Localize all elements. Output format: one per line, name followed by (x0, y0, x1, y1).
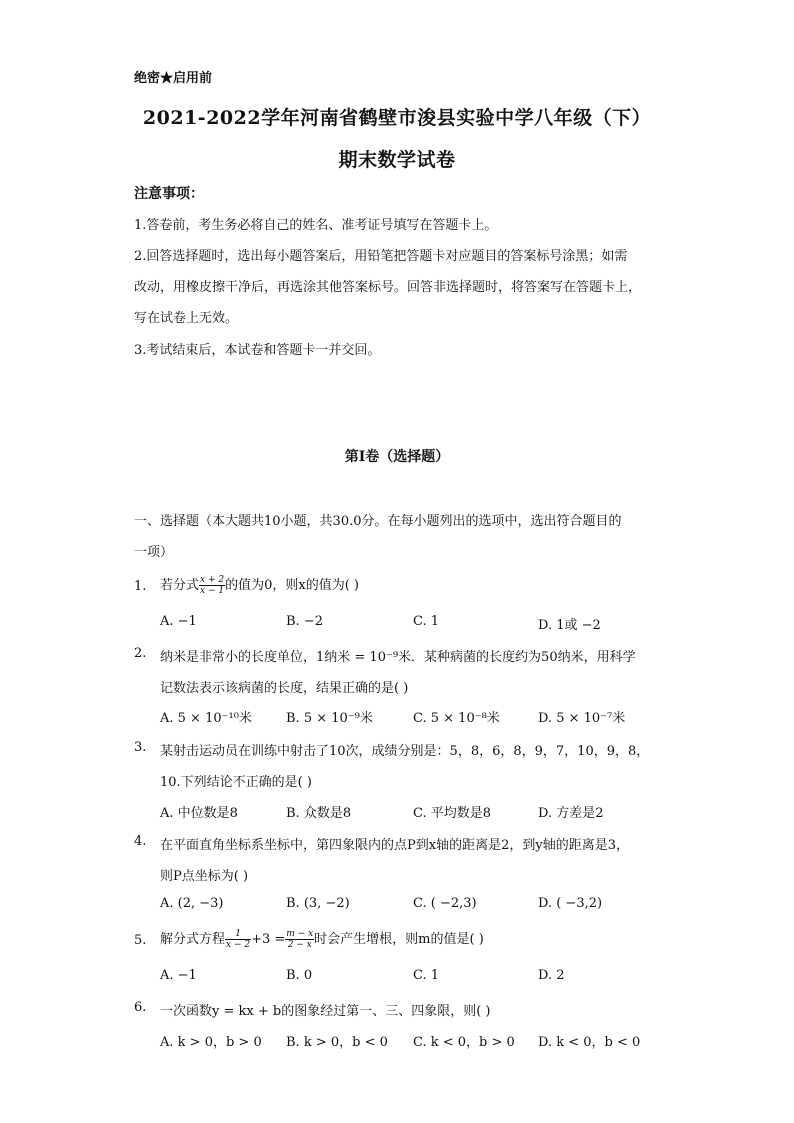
option-d: D. ( −3,2) (538, 896, 603, 911)
question-3-line1: 某射击运动员在训练中射击了10次，成绩分别是：5，8，6，8，9，7，10，9，8， (160, 744, 650, 759)
question-5-post: 时会产生增根，则m的值是( ) (314, 932, 484, 947)
question-2-line1: 纳米是非常小的长度单位，1纳米 = 10⁻⁹米．某种病菌的长度约为50纳米，用科学 (160, 650, 636, 665)
option-d: D. 2 (538, 968, 565, 983)
option-a: A. 中位数是8 (160, 806, 238, 821)
option-a: A. k > 0，b > 0 (160, 1035, 262, 1050)
option-c: C. k < 0，b > 0 (413, 1035, 515, 1050)
notice-item-2-line1: 2.回答选择题时，选出每小题答案后，用铅笔把答题卡对应题目的答案标号涂黑；如需 (134, 249, 628, 264)
option-c: C. 1 (413, 968, 440, 983)
fraction (285, 929, 314, 950)
question-3-line2: 10.下列结论不正确的是( ) (160, 775, 312, 790)
question-1-pre: 若分式 (160, 578, 200, 593)
part-title: 第I卷（选择题） (344, 449, 450, 465)
option-b: B. 0 (286, 968, 313, 983)
option-a: A. −1 (160, 968, 197, 983)
fraction-numerator: 1 (225, 929, 251, 940)
notice-item-3: 3.考试结束后，本试卷和答题卡一并交回。 (134, 343, 381, 358)
section-heading-line1: 一、选择题（本大题共10小题，共30.0分。在每小题列出的选项中，选出符合题目的 (134, 514, 622, 529)
notice-item-2-line2: 改动，用橡皮擦干净后，再选涂其他答案标号。回答非选择题时，将答案写在答题卡上， (134, 280, 642, 295)
fraction-numerator: x + 2 (200, 575, 225, 585)
question-4-line1: 在平面直角坐标系坐标中，第四象限内的点P到x轴的距离是2，到y轴的距离是3， (160, 838, 629, 853)
fraction-numerator: m − x (286, 929, 314, 939)
option-c: C. 1 (413, 614, 440, 629)
notice-item-1: 1.答卷前，考生务必将自己的姓名、准考证号填写在答题卡上。 (134, 218, 498, 233)
question-4-line2: 则P点坐标为( ) (160, 869, 249, 884)
question-number: 3. (134, 740, 147, 755)
fraction-denominator: x − 1 (200, 586, 225, 596)
option-d: D. k < 0，b < 0 (538, 1035, 641, 1050)
option-d: D. 1或 −2 (538, 618, 601, 633)
question-1-post: 的值为0，则x的值为( ) (225, 578, 359, 593)
question-number: 4. (134, 834, 147, 849)
notice-item-2-line3: 写在试卷上无效。 (134, 311, 239, 326)
exam-title-line1: 2021-2022学年河南省鹤壁市浚县实验中学八年级（下） (142, 107, 652, 129)
question-1-text (160, 574, 359, 596)
question-5-mid: +3 = (251, 932, 286, 947)
question-number: 1. (134, 579, 147, 594)
question-5-pre: 解分式方程 (160, 932, 226, 947)
option-b: B. −2 (286, 614, 323, 629)
question-number: 6. (134, 1000, 147, 1015)
option-c: C. 平均数是8 (413, 806, 492, 821)
question-number: 2. (134, 646, 147, 661)
notice-heading: 注意事项： (134, 186, 204, 202)
exam-title-line2: 期末数学试卷 (338, 149, 456, 171)
option-b: B. 众数是8 (286, 806, 352, 821)
option-d: D. 5 × 10⁻⁷米 (538, 711, 626, 726)
confidential-label: 绝密★启用前 (134, 71, 213, 86)
question-2-line2: 记数法表示该病菌的长度，结果正确的是( ) (160, 681, 409, 696)
question-number: 5. (134, 933, 147, 948)
option-b: B. (3, −2) (286, 896, 350, 911)
section-heading-line2: 一项） (134, 545, 174, 560)
option-a: A. (2, −3) (160, 896, 224, 911)
fraction-denominator: x − 2 (226, 940, 251, 950)
option-c: C. ( −2,3) (413, 896, 477, 911)
option-a: A. −1 (160, 614, 197, 629)
option-b: B. 5 × 10⁻⁹米 (286, 711, 373, 726)
option-d: D. 方差是2 (538, 806, 604, 821)
fraction-denominator: 2 − x (287, 940, 312, 950)
option-a: A. 5 × 10⁻¹⁰米 (160, 711, 252, 726)
question-6-line1: 一次函数y = kx + b的图象经过第一、三、四象限，则( ) (160, 1004, 491, 1019)
fraction (225, 929, 251, 950)
option-b: B. k > 0，b < 0 (286, 1035, 388, 1050)
question-5-text (160, 928, 484, 950)
fraction (199, 575, 225, 596)
option-c: C. 5 × 10⁻⁸米 (413, 711, 500, 726)
